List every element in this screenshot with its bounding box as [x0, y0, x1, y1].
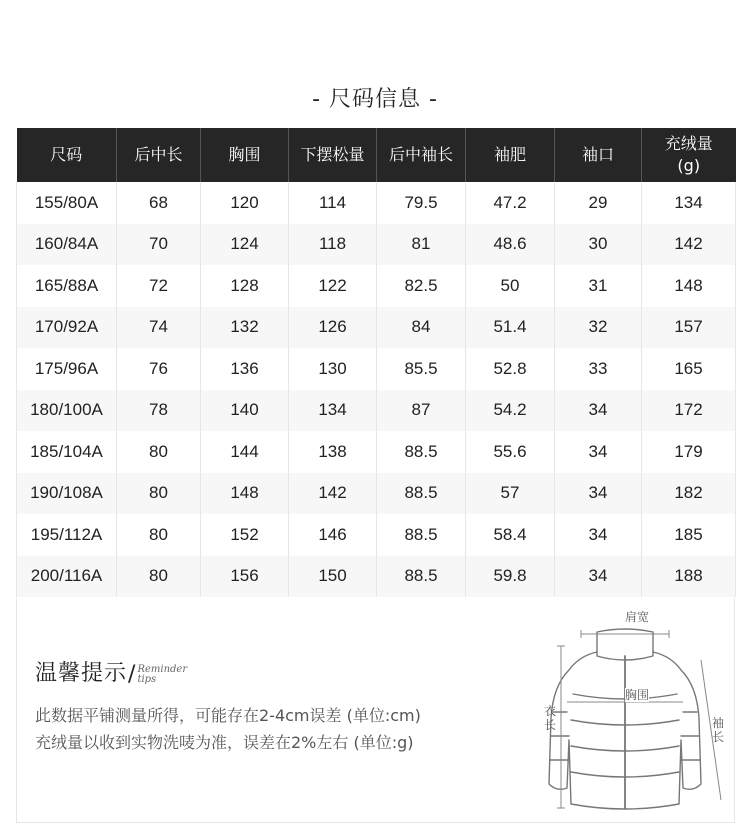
table-cell: 34: [555, 556, 642, 598]
table-cell: 122: [289, 265, 377, 307]
table-cell: 52.8: [466, 348, 555, 390]
tips-subtitle-line1: Reminder: [137, 664, 188, 675]
table-header-row: [17, 128, 736, 182]
table-cell: 84: [377, 307, 466, 349]
table-cell: 88.5: [377, 431, 466, 473]
table-cell: 29: [555, 182, 642, 224]
table-cell: 195/112A: [17, 514, 117, 556]
table-cell: 200/116A: [17, 556, 117, 598]
table-cell: 47.2: [466, 182, 555, 224]
table-cell: 74: [117, 307, 201, 349]
tips-line-filling: 充绒量以收到实物洗唛为准，误差在2%左右 (单位:g): [35, 733, 414, 752]
table-cell: 144: [201, 431, 289, 473]
tips-subtitle-line2: tips: [137, 674, 157, 685]
table-cell: 30: [555, 224, 642, 266]
table-cell: 70: [117, 224, 201, 266]
table-row: [17, 431, 736, 473]
table-cell: 132: [201, 307, 289, 349]
table-cell: 72: [117, 265, 201, 307]
table-cell: 142: [289, 473, 377, 515]
table-cell: 138: [289, 431, 377, 473]
table-cell: 32: [555, 307, 642, 349]
table-row: [17, 307, 736, 349]
table-row: [17, 556, 736, 598]
table-cell: 190/108A: [17, 473, 117, 515]
table-row: [17, 348, 736, 390]
table-cell: 165/88A: [17, 265, 117, 307]
table-cell: 68: [117, 182, 201, 224]
table-cell: 118: [289, 224, 377, 266]
table-cell: 136: [201, 348, 289, 390]
table-cell: 134: [642, 182, 736, 224]
tips-text: [35, 702, 421, 756]
diagram-label-chest: 胸围: [625, 688, 650, 702]
table-cell: 78: [117, 390, 201, 432]
table-cell: 175/96A: [17, 348, 117, 390]
table-cell: 140: [201, 390, 289, 432]
table-cell: 142: [642, 224, 736, 266]
size-chart-table: [16, 128, 736, 597]
table-header-cell: 尺码: [17, 128, 117, 182]
table-cell: 172: [642, 390, 736, 432]
table-cell: 34: [555, 390, 642, 432]
table-cell: 33: [555, 348, 642, 390]
table-cell: 182: [642, 473, 736, 515]
table-row: [17, 265, 736, 307]
table-cell: 76: [117, 348, 201, 390]
table-cell: 179: [642, 431, 736, 473]
table-cell: 185: [642, 514, 736, 556]
table-cell: 31: [555, 265, 642, 307]
table-cell: 130: [289, 348, 377, 390]
tips-heading: [35, 656, 187, 687]
table-header-cell: 后中袖长: [377, 128, 466, 182]
table-cell: 155/80A: [17, 182, 117, 224]
table-header-cell: 袖肥: [466, 128, 555, 182]
table-cell: 88.5: [377, 473, 466, 515]
table-cell: 152: [201, 514, 289, 556]
table-row: [17, 224, 736, 266]
table-cell: 48.6: [466, 224, 555, 266]
table-cell: 50: [466, 265, 555, 307]
reminder-tips-panel: [16, 598, 735, 823]
table-cell: 55.6: [466, 431, 555, 473]
jacket-outline-icon: [527, 608, 727, 818]
table-cell: 34: [555, 473, 642, 515]
table-cell: 150: [289, 556, 377, 598]
table-cell: 81: [377, 224, 466, 266]
table-cell: 80: [117, 514, 201, 556]
tips-line-measurement: 此数据平铺测量所得，可能存在2-4cm误差 (单位:cm): [35, 706, 421, 725]
table-cell: 126: [289, 307, 377, 349]
table-cell: 87: [377, 390, 466, 432]
table-cell: 148: [201, 473, 289, 515]
table-cell: 51.4: [466, 307, 555, 349]
table-cell: 85.5: [377, 348, 466, 390]
table-row: [17, 182, 736, 224]
table-cell: 170/92A: [17, 307, 117, 349]
table-header-cell: 后中长: [117, 128, 201, 182]
table-cell: 148: [642, 265, 736, 307]
table-cell: 134: [289, 390, 377, 432]
table-cell: 128: [201, 265, 289, 307]
table-cell: 188: [642, 556, 736, 598]
down-jacket-measurement-diagram-icon: [527, 608, 727, 818]
table-header-cell: 充绒量 (g): [642, 128, 736, 182]
table-cell: 34: [555, 431, 642, 473]
table-cell: 114: [289, 182, 377, 224]
table-header-cell: 袖口: [555, 128, 642, 182]
table-cell: 58.4: [466, 514, 555, 556]
page-title: - 尺码信息 -: [312, 87, 438, 112]
table-row: [17, 473, 736, 515]
table-cell: 80: [117, 431, 201, 473]
table-cell: 185/104A: [17, 431, 117, 473]
table-cell: 120: [201, 182, 289, 224]
table-cell: 79.5: [377, 182, 466, 224]
table-row: [17, 514, 736, 556]
table-cell: 88.5: [377, 514, 466, 556]
diagram-label-shoulder: 肩宽: [625, 610, 650, 624]
diagram-label-length: 衣长: [543, 704, 556, 732]
table-cell: 54.2: [466, 390, 555, 432]
table-cell: 57: [466, 473, 555, 515]
tips-title: 温馨提示: [35, 661, 128, 686]
table-cell: 80: [117, 556, 201, 598]
table-cell: 59.8: [466, 556, 555, 598]
table-row: [17, 390, 736, 432]
table-cell: 34: [555, 514, 642, 556]
table-cell: 80: [117, 473, 201, 515]
table-cell: 146: [289, 514, 377, 556]
table-cell: 165: [642, 348, 736, 390]
table-header-cell: 下摆松量: [289, 128, 377, 182]
tips-subtitle: [137, 665, 187, 687]
tips-title-slash: /: [128, 662, 136, 687]
table-header-cell: 胸围: [201, 128, 289, 182]
table-cell: 88.5: [377, 556, 466, 598]
table-cell: 157: [642, 307, 736, 349]
table-cell: 82.5: [377, 265, 466, 307]
table-cell: 160/84A: [17, 224, 117, 266]
diagram-label-sleeve: 袖长: [711, 716, 724, 744]
table-cell: 180/100A: [17, 390, 117, 432]
table-cell: 124: [201, 224, 289, 266]
table-body: [17, 182, 736, 597]
table-cell: 156: [201, 556, 289, 598]
